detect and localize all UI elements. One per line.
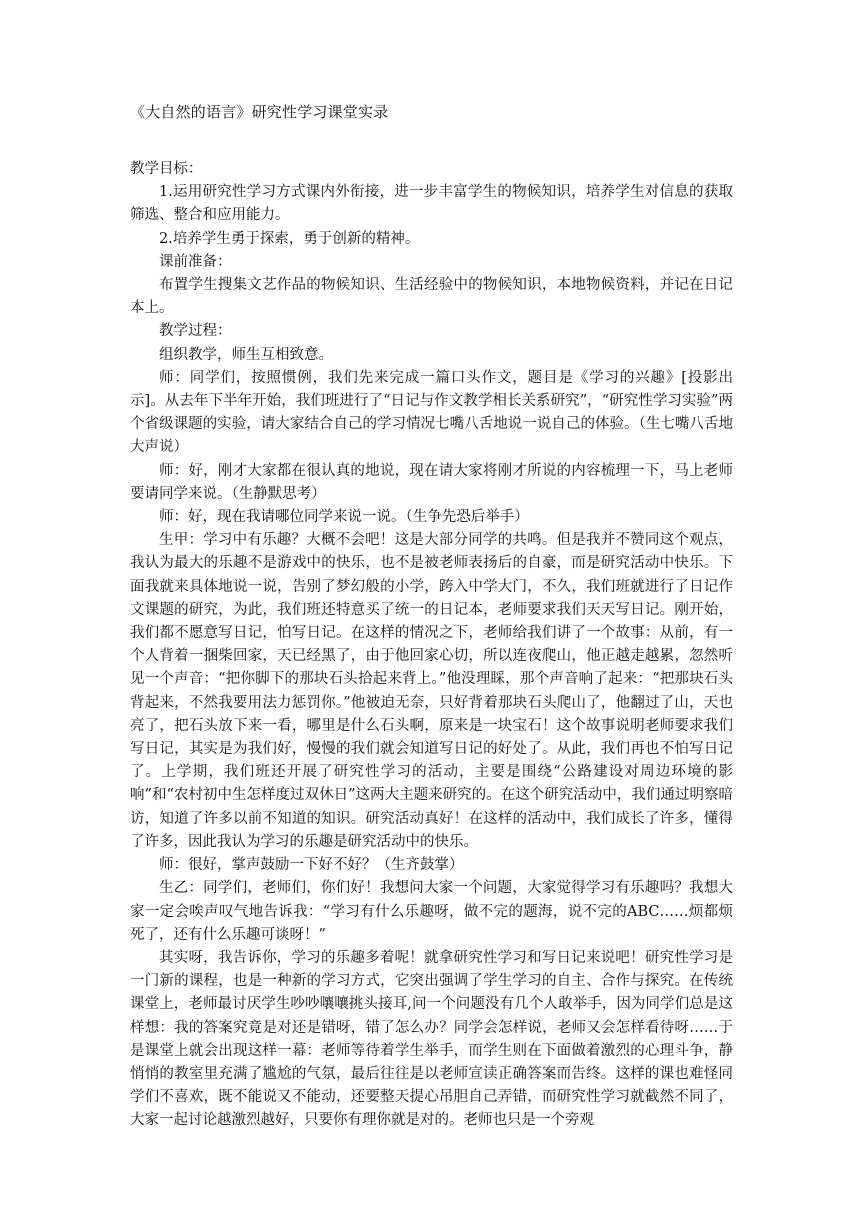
- paragraph-objective-1: 1.运用研究性学习方式课内外衔接，进一步丰富学生的物候知识，培养学生对信息的获取筛选、整合和应用能力。: [130, 184, 733, 224]
- paragraph-objectives-heading: 教学目标：: [130, 161, 203, 177]
- document-page: [130, 100, 733, 1133]
- paragraph-preparation-heading: 课前准备：: [159, 253, 232, 270]
- document-title: 《大自然的语言》研究性学习课堂实录: [130, 103, 389, 121]
- title-spacer: [130, 124, 733, 158]
- paragraph-preparation: 布置学生搜集文艺作品的物候知识、生活经验中的物候知识，本地物候资料，并记在日记本上。: [130, 277, 733, 317]
- paragraph-student-a: 生甲：学习中有乐趣？大概不会吧！这是大部分同学的共鸣。但是我并不赞同这个观点，我认为最大的乐趣不是游戏中的快乐，也不是被老师表扬后的自豪，而是研究活动中快乐。下面我就来具体地说一说，告别了梦幻般的小学，跨入中学大门，不久，我们班就进行了日记作文课题的研究，为此，我们班还特意买了统一的日记本，老师要求我们天天写日记。刚开始，我们都不愿意写日记，怕写日记。在这样的情况之下，老师给我们讲了一个故事：从前，有一个人背着一捆柴回家，天已经黑了，由于他回家心切，所以连夜爬山，他正越走越累，忽然听见一个声音：“把你脚下的那块石头拾起来背上。”他没理睬，那个声音响了起来：“把那块石头背起来，不然我要用法力惩罚你。”他被迫无奈，只好背着那块石头爬山了，他翻过了山，天也亮了，把石头放下来一看，哪里是什么石头啊，原来是一块宝石！这个故事说明老师要求我们写日记，其实是为我们好，慢慢的我们就会知道写日记的好处了。从此，我们再也不怕写日记了。上学期，我们班还开展了研究性学习的活动，主要是围绕“公路建设对周边环境的影响”和“农村初中生怎样度过双休日”这两大主题来研究的。在这个研究活动中，我们通过明察暗访，知道了许多以前不知道的知识。研究活动真好！在这样的活动中，我们成长了许多，懂得了许多，因此我认为学习的乐趣是研究活动中的快乐。: [130, 532, 733, 850]
- paragraph-student-b-continued: 其实呀，我告诉你，学习的乐趣多着呢！就拿研究性学习和写日记来说吧！研究性学习是一门新的课程，也是一种新的学习方式，它突出强调了学生学习的自主、合作与探究。在传统课堂上，老师最讨厌学生吵吵嚷嚷挑头接耳,问一个问题没有几个人敢举手，因为同学们总是这样想：我的答案究竟是对还是错呀，错了怎么办？同学会怎样说，老师又会怎样看待呀……于是课堂上就会出现这样一幕：老师等待着学生举手，而学生则在下面做着激烈的心理斗争，静悄悄的教室里充满了尴尬的气氛，最后往往是以老师宣读正确答案而告终。这样的课也难怪同学们不喜欢，既不能说又不能动，还要整天提心吊胆自己弄错，而研究性学习就截然不同了，大家一起讨论越激烈越好，只要你有理你就是对的。老师也只是一个旁观: [130, 949, 733, 1129]
- paragraph-teacher-4: 师：很好，掌声鼓励一下好不好？（生齐鼓掌）: [159, 857, 464, 874]
- paragraph-teacher-2: 师：好，刚才大家都在很认真的地说，现在请大家将刚才所说的内容梳理一下，马上老师要请同学来说。（生静默思考）: [130, 462, 733, 502]
- document-body: [130, 158, 733, 1133]
- paragraph-process-heading: 教学过程：: [159, 323, 232, 340]
- paragraph-student-b: 生乙：同学们，老师们，你们好！我想问大家一个问题，大家觉得学习有乐趣吗？我想大家一定会唉声叹气地告诉我：“学习有什么乐趣呀，做不完的题海，说不完的ABC……烦都烦死了，还有什么乐趣可谈呀！”: [130, 880, 733, 943]
- paragraph-organize: 组织教学，师生互相致意。: [159, 346, 333, 363]
- paragraph-objective-2: 2.培养学生勇于探索，勇于创新的精神。: [159, 230, 420, 247]
- paragraph-teacher-1: 师：同学们，按照惯例，我们先来完成一篇口头作文，题目是《学习的兴趣》[投影出示]。从去年下半年开始，我们班进行了“日记与作文教学相长关系研究”，“研究性学习实验”两个省级课题的实验，请大家结合自己的学习情况七嘴八舌地说一说自己的体验。（生七嘴八舌地大声说）: [130, 369, 733, 456]
- paragraph-teacher-3: 师：好，现在我请哪位同学来说一说。（生争先恐后举手）: [159, 509, 529, 526]
